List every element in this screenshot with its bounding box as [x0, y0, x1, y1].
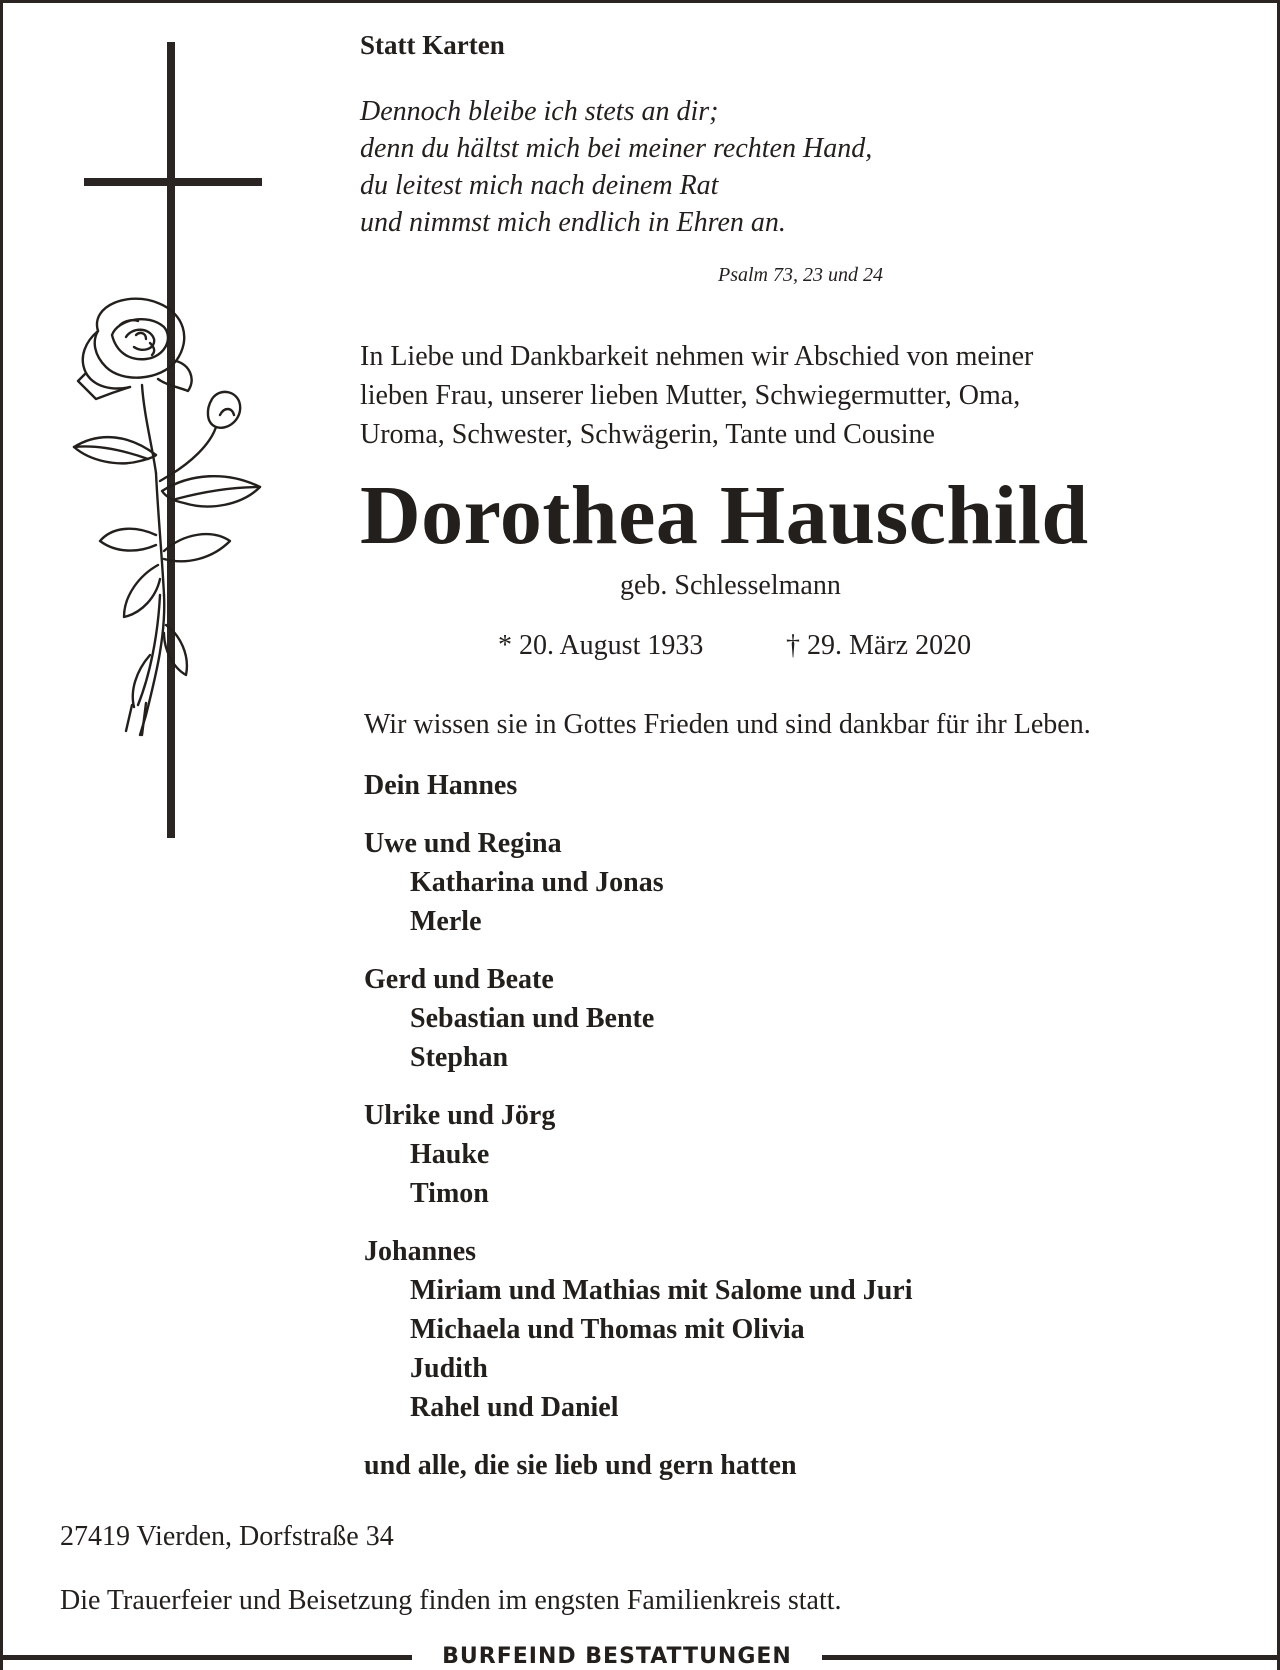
family-head: Uwe und Regina — [364, 828, 562, 859]
family-group — [364, 1096, 912, 1213]
family-member: Sebastian und Bente — [410, 1003, 655, 1034]
address: 27419 Vierden, Dorfstraße 34 — [60, 1521, 394, 1552]
family-head: Gerd und Beate — [364, 964, 554, 995]
family-head: Ulrike und Jörg — [364, 1100, 556, 1131]
statt-karten-heading: Statt Karten — [360, 30, 505, 60]
family-member: Stephan — [410, 1042, 509, 1073]
deceased-name: Dorothea Hauschild — [360, 469, 1089, 562]
family-member: Miriam und Mathias mit Salome und Juri — [410, 1275, 913, 1306]
family-group — [364, 766, 912, 805]
family-member: Michaela und Thomas mit Olivia — [410, 1314, 805, 1345]
intro-text — [360, 337, 1033, 454]
family-member: Timon — [410, 1178, 489, 1209]
birth-date: * 20. August 1933 — [498, 630, 704, 661]
family-head: Johannes — [364, 1236, 477, 1267]
family-group — [364, 1232, 912, 1427]
verse-line: du leitest mich nach deinem Rat — [360, 170, 719, 201]
verse-reference: Psalm 73, 23 und 24 — [718, 264, 883, 286]
bottom-rule — [822, 1655, 1280, 1660]
family-member: Rahel und Daniel — [410, 1392, 619, 1423]
family-head: Dein Hannes — [364, 770, 518, 801]
funeral-note: Die Trauerfeier und Beisetzung finden im engsten Familienkreis statt. — [60, 1585, 842, 1616]
closing-line: und alle, die sie lieb und gern hatten — [364, 1450, 797, 1481]
funeral-home-logo: BURFEIND BESTATTUNGEN — [442, 1644, 792, 1669]
intro-line: Uroma, Schwester, Schwägerin, Tante und Cousine — [360, 419, 935, 450]
verse-line: denn du hältst mich bei meiner rechten Hand, — [360, 133, 873, 164]
family-member: Katharina und Jonas — [410, 867, 664, 898]
maiden-name: geb. Schlesselmann — [620, 570, 841, 601]
peace-statement: Wir wissen sie in Gottes Frieden und sind dankbar für ihr Leben. — [364, 709, 1091, 740]
verse-line: Dennoch bleibe ich stets an dir; — [360, 96, 719, 127]
cross-icon-crossbar — [84, 178, 262, 186]
verse-line: und nimmst mich endlich in Ehren an. — [360, 207, 786, 238]
family-list — [364, 766, 912, 1485]
intro-line: lieben Frau, unserer lieben Mutter, Schwiegermutter, Oma, — [360, 380, 1021, 411]
bottom-rule — [0, 1655, 412, 1660]
family-group — [364, 824, 912, 941]
death-date: † 29. März 2020 — [786, 630, 972, 661]
family-member: Judith — [410, 1353, 488, 1384]
family-member: Merle — [410, 906, 482, 937]
bible-verse — [360, 93, 872, 241]
family-group — [364, 960, 912, 1077]
family-member: Hauke — [410, 1139, 490, 1170]
rose-illustration — [60, 295, 290, 745]
intro-line: In Liebe und Dankbarkeit nehmen wir Abschied von meiner — [360, 341, 1034, 372]
